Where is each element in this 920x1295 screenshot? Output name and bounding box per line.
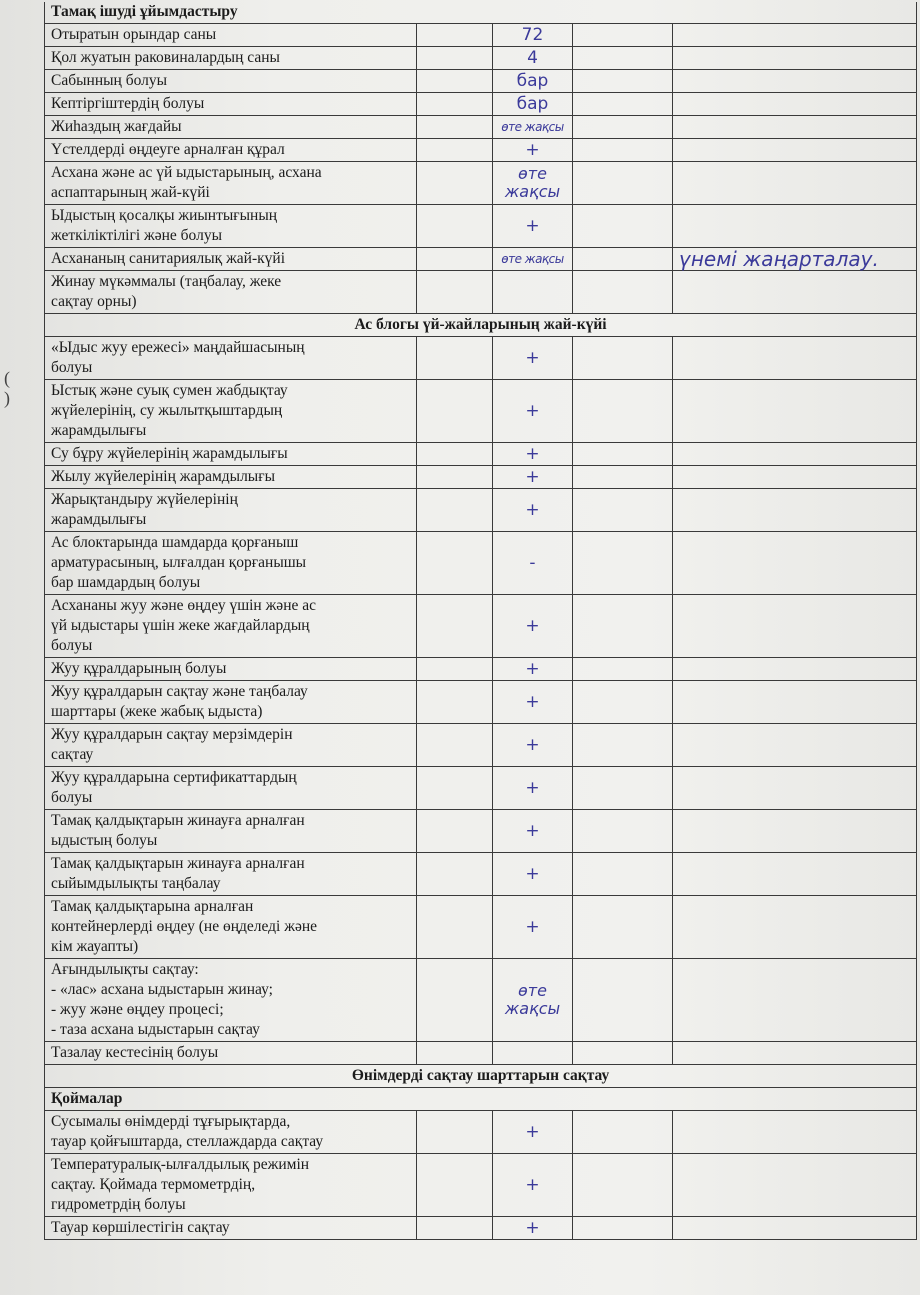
note-cell [673, 466, 917, 489]
empty-cell [417, 1111, 493, 1154]
row-label [45, 70, 417, 93]
note-cell [673, 1042, 917, 1065]
row-label [45, 896, 417, 959]
handwritten-mark: + [493, 466, 573, 489]
row-label-line: контейнерлерді өңдеу (не өңделеді және [51, 918, 317, 935]
row-label [45, 724, 417, 767]
row-label [45, 139, 417, 162]
row-label-line: Тамақ қалдықтарын жинауға арналған [51, 812, 305, 829]
table-row [45, 162, 917, 205]
row-label-line: Ыдыстың қосалқы жиынтығының [51, 207, 278, 224]
handwritten-mark: өте жақсы [493, 959, 573, 1042]
note-cell [673, 1111, 917, 1154]
section-title: Өнімдерді сақтау шарттарын сақтау [45, 1065, 917, 1088]
row-label-line: Отыратын орындар саны [51, 26, 217, 43]
row-label [45, 380, 417, 443]
empty-cell [417, 443, 493, 466]
empty-cell [417, 337, 493, 380]
empty-cell [417, 93, 493, 116]
table-row [45, 337, 917, 380]
table-row [45, 380, 917, 443]
empty-cell [417, 248, 493, 271]
row-label-line: Жуу құралдарын сақтау және таңбалау [51, 683, 308, 700]
table-row [45, 532, 917, 595]
row-label-line: болуы [51, 789, 93, 806]
row-label [45, 959, 417, 1042]
empty-cell [417, 767, 493, 810]
table-row [45, 116, 917, 139]
empty-cell [573, 271, 673, 314]
row-label-line: Тауар көршілестігін сақтау [51, 1219, 230, 1236]
handwritten-mark: + [493, 1154, 573, 1217]
handwritten-mark: + [493, 767, 573, 810]
inspection-table [44, 2, 917, 1240]
row-label-line: - жуу және өңдеу процесі; [51, 1001, 224, 1018]
row-label-line: гидрометрдің болуы [51, 1196, 186, 1213]
handwritten-mark: 4 [493, 47, 573, 70]
row-label-line: жүйелерінің, су жылытқыштардың [51, 402, 283, 419]
row-label-line: - «лас» асхана ыдыстарын жинау; [51, 981, 273, 998]
empty-cell [573, 532, 673, 595]
table-row [45, 767, 917, 810]
row-label [45, 1111, 417, 1154]
table-row [45, 70, 917, 93]
section-header-row [45, 314, 917, 337]
empty-cell [417, 1217, 493, 1240]
handwritten-mark: + [493, 205, 573, 248]
row-label [45, 1154, 417, 1217]
row-label [45, 24, 417, 47]
section-header-row [45, 2, 917, 24]
subsection-title: Қоймалар [45, 1088, 917, 1111]
row-label-line: болуы [51, 637, 93, 654]
row-label-line: - таза асхана ыдыстарын сақтау [51, 1021, 260, 1038]
table-row [45, 1154, 917, 1217]
empty-cell [573, 853, 673, 896]
row-label-line: Су бұру жүйелерінің жарамдылығы [51, 445, 288, 462]
row-label-line: Тазалау кестесінің болуы [51, 1044, 219, 1061]
row-label-line: Қол жуатын раковиналардың саны [51, 49, 280, 66]
empty-cell [573, 139, 673, 162]
row-label-line: сақтау. Қоймада термометрдің, [51, 1176, 256, 1193]
table-row [45, 658, 917, 681]
empty-cell [417, 1042, 493, 1065]
empty-cell [573, 681, 673, 724]
handwritten-mark: бар [493, 93, 573, 116]
note-cell [673, 489, 917, 532]
note-cell [673, 1217, 917, 1240]
empty-cell [573, 595, 673, 658]
empty-cell [573, 162, 673, 205]
empty-cell [573, 1154, 673, 1217]
note-cell [673, 205, 917, 248]
row-label [45, 595, 417, 658]
row-label-line: Жуу құралдарына сертификаттардың [51, 769, 297, 786]
row-label [45, 767, 417, 810]
empty-cell [573, 47, 673, 70]
note-cell [673, 24, 917, 47]
row-label [45, 271, 417, 314]
section-header-row [45, 1065, 917, 1088]
row-label-line: Жылу жүйелерінің жарамдылығы [51, 468, 275, 485]
row-label-line: бар шамдардың болуы [51, 574, 201, 591]
section-title: Тамақ ішуді ұйымдастыру [45, 2, 917, 24]
note-cell [673, 532, 917, 595]
empty-cell [417, 162, 493, 205]
empty-cell [417, 24, 493, 47]
handwritten-mark: + [493, 1217, 573, 1240]
table-row [45, 443, 917, 466]
empty-cell [417, 489, 493, 532]
row-label-line: Жинау мүкәммалы (таңбалау, жеке [51, 273, 282, 290]
table-row [45, 24, 917, 47]
note-cell [673, 724, 917, 767]
empty-cell [417, 532, 493, 595]
row-label-line: сыйымдылықты таңбалау [51, 875, 221, 892]
handwritten-mark: өте жақсы [493, 116, 573, 139]
handwritten-mark: + [493, 380, 573, 443]
row-label-line: Ас блоктарында шамдарда қорғаныш [51, 534, 299, 551]
empty-cell [417, 681, 493, 724]
row-label [45, 681, 417, 724]
handwritten-mark: - [493, 532, 573, 595]
table-row [45, 466, 917, 489]
note-cell [673, 853, 917, 896]
table-row [45, 959, 917, 1042]
empty-cell [573, 724, 673, 767]
row-label-line: болуы [51, 359, 93, 376]
handwritten-mark: + [493, 139, 573, 162]
handwritten-mark: + [493, 681, 573, 724]
handwritten-mark: бар [493, 70, 573, 93]
handwritten-mark: + [493, 489, 573, 532]
row-label [45, 489, 417, 532]
row-label [45, 116, 417, 139]
empty-cell [417, 380, 493, 443]
note-cell [673, 767, 917, 810]
table-row [45, 248, 917, 271]
row-label-line: жарамдылығы [51, 511, 147, 528]
table-row [45, 489, 917, 532]
handwritten-mark: 72 [493, 24, 573, 47]
note-cell: үнемі жаңарталау. [673, 248, 917, 271]
empty-cell [573, 443, 673, 466]
handwritten-mark: өте жақсы [493, 162, 573, 205]
inspection-table-body [45, 2, 917, 1240]
note-cell [673, 162, 917, 205]
empty-cell [573, 767, 673, 810]
handwritten-mark [493, 271, 573, 314]
handwritten-mark: + [493, 337, 573, 380]
row-label-line: Сусымалы өнімдерді тұғырықтарда, [51, 1113, 291, 1130]
handwritten-mark: + [493, 896, 573, 959]
empty-cell [573, 205, 673, 248]
empty-cell [417, 853, 493, 896]
note-cell [673, 959, 917, 1042]
empty-cell [573, 93, 673, 116]
row-label-line: жарамдылығы [51, 422, 147, 439]
row-label [45, 443, 417, 466]
note-cell [673, 337, 917, 380]
table-row [45, 595, 917, 658]
empty-cell [573, 810, 673, 853]
row-label [45, 47, 417, 70]
note-cell [673, 139, 917, 162]
empty-cell [417, 466, 493, 489]
empty-cell [417, 116, 493, 139]
table-row [45, 47, 917, 70]
row-label-line: ыдыстың болуы [51, 832, 158, 849]
empty-cell [417, 139, 493, 162]
row-label [45, 205, 417, 248]
row-label-line: Кептіргіштердің болуы [51, 95, 205, 112]
row-label-line: Үстелдерді өңдеуге арналған құрал [51, 141, 285, 158]
empty-cell [573, 1042, 673, 1065]
empty-cell [573, 337, 673, 380]
row-label [45, 1042, 417, 1065]
note-cell [673, 658, 917, 681]
row-label-line: жеткіліктілігі және болуы [51, 227, 222, 244]
note-cell [673, 681, 917, 724]
table-row [45, 1217, 917, 1240]
subsection-header-row [45, 1088, 917, 1111]
row-label-line: арматурасының, ылғалдан қорғанышы [51, 554, 307, 571]
row-label-line: үй ыдыстары үшін жеке жағдайлардың [51, 617, 310, 634]
note-cell [673, 93, 917, 116]
handwritten-mark: + [493, 810, 573, 853]
row-label [45, 658, 417, 681]
row-label-line: Тамақ қалдықтарына арналған [51, 898, 254, 915]
table-row [45, 93, 917, 116]
row-label [45, 532, 417, 595]
empty-cell [417, 724, 493, 767]
handwritten-mark [493, 1042, 573, 1065]
margin-bracket-mark: ( ) [4, 368, 10, 408]
table-row [45, 271, 917, 314]
table-row [45, 810, 917, 853]
empty-cell [417, 205, 493, 248]
empty-cell [417, 595, 493, 658]
empty-cell [573, 1217, 673, 1240]
row-label [45, 93, 417, 116]
table-row [45, 681, 917, 724]
row-label [45, 466, 417, 489]
empty-cell [573, 116, 673, 139]
empty-cell [417, 47, 493, 70]
note-cell [673, 896, 917, 959]
note-cell [673, 116, 917, 139]
row-label-line: Жуу құралдарын сақтау мерзімдерін [51, 726, 293, 743]
note-cell [673, 70, 917, 93]
empty-cell [573, 24, 673, 47]
empty-cell [573, 70, 673, 93]
note-cell [673, 47, 917, 70]
table-row [45, 853, 917, 896]
handwritten-mark: + [493, 443, 573, 466]
row-label [45, 810, 417, 853]
row-label [45, 162, 417, 205]
empty-cell [417, 1154, 493, 1217]
table-row [45, 1042, 917, 1065]
handwritten-mark: + [493, 658, 573, 681]
table-row [45, 724, 917, 767]
empty-cell [417, 810, 493, 853]
row-label-line: Жарықтандыру жүйелерінің [51, 491, 238, 508]
empty-cell [417, 271, 493, 314]
row-label-line: Ағындылықты сақтау: [51, 961, 199, 978]
row-label-line: сақтау орны) [51, 293, 137, 310]
row-label-line: Ыстық және суық сумен жабдықтау [51, 382, 288, 399]
table-row [45, 205, 917, 248]
empty-cell [417, 896, 493, 959]
section-title: Ас блогы үй-жайларының жай-күйі [45, 314, 917, 337]
row-label-line: Асхана және ас үй ыдыстарының, асхана [51, 164, 322, 181]
row-label-line: Жиһаздың жағдайы [51, 118, 182, 135]
row-label-line: кім жауапты) [51, 938, 139, 955]
row-label-line: Температуралық-ылғалдылық режимін [51, 1156, 310, 1173]
empty-cell [417, 959, 493, 1042]
empty-cell [417, 70, 493, 93]
handwritten-mark: + [493, 853, 573, 896]
table-row [45, 1111, 917, 1154]
handwritten-mark: + [493, 1111, 573, 1154]
row-label-line: «Ыдыс жуу ережесі» маңдайшасының [51, 339, 305, 356]
row-label-line: тауар қойғыштарда, стеллаждарда сақтау [51, 1133, 324, 1150]
handwritten-mark: + [493, 595, 573, 658]
empty-cell [573, 489, 673, 532]
empty-cell [573, 466, 673, 489]
note-cell [673, 1154, 917, 1217]
empty-cell [573, 658, 673, 681]
row-label-line: Сабынның болуы [51, 72, 168, 89]
row-label-line: шарттары (жеке жабық ыдыста) [51, 703, 263, 720]
row-label [45, 337, 417, 380]
row-label-line: Асхананы жуу және өңдеу үшін және ас [51, 597, 316, 614]
row-label-line: Тамақ қалдықтарын жинауға арналған [51, 855, 305, 872]
row-label-line: аспаптарының жай-күйі [51, 184, 210, 201]
empty-cell [417, 658, 493, 681]
note-cell [673, 271, 917, 314]
note-cell [673, 595, 917, 658]
note-cell [673, 443, 917, 466]
empty-cell [573, 959, 673, 1042]
handwritten-mark: өте жақсы [493, 248, 573, 271]
empty-cell [573, 1111, 673, 1154]
row-label [45, 1217, 417, 1240]
row-label-line: сақтау [51, 746, 94, 763]
row-label [45, 853, 417, 896]
row-label [45, 248, 417, 271]
empty-cell [573, 380, 673, 443]
handwritten-mark: + [493, 724, 573, 767]
table-row [45, 139, 917, 162]
table-row [45, 896, 917, 959]
empty-cell [573, 248, 673, 271]
row-label-line: Асхананың санитариялық жай-күйі [51, 250, 285, 267]
row-label-line: Жуу құралдарының болуы [51, 660, 227, 677]
note-cell [673, 810, 917, 853]
empty-cell [573, 896, 673, 959]
note-cell [673, 380, 917, 443]
